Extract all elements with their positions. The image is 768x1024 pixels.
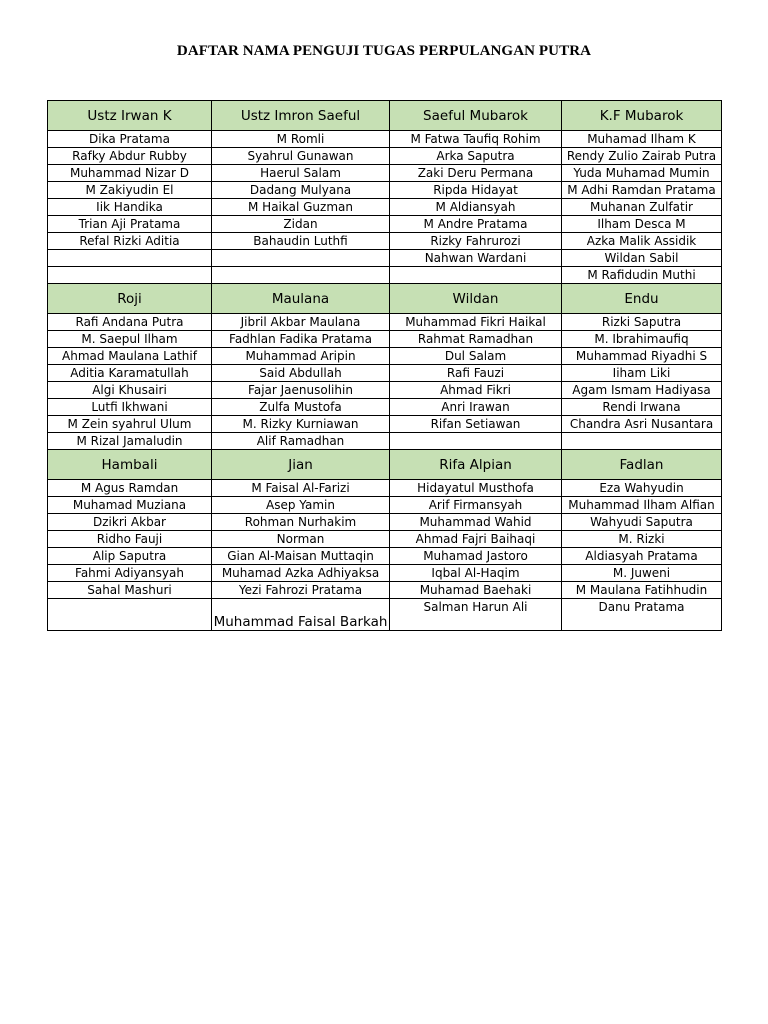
student-name-cell: Muhammad Faisal Barkah bbox=[212, 599, 390, 631]
table-row bbox=[48, 148, 722, 165]
table-row bbox=[48, 514, 722, 531]
student-name-cell: Dika Pratama bbox=[48, 131, 212, 148]
student-name-cell: Alip Saputra bbox=[48, 548, 212, 565]
table-row bbox=[48, 497, 722, 514]
table-row bbox=[48, 348, 722, 365]
table-row bbox=[48, 433, 722, 450]
table-row bbox=[48, 267, 722, 284]
student-name-cell: Azka Malik Assidik bbox=[562, 233, 722, 250]
student-name-cell: Muhammad Fikri Haikal bbox=[390, 314, 562, 331]
table-row bbox=[48, 199, 722, 216]
student-name-cell: Rafky Abdur Rubby bbox=[48, 148, 212, 165]
table-row bbox=[48, 131, 722, 148]
examiner-header-row bbox=[48, 284, 722, 314]
student-name-cell: M. Rizki bbox=[562, 531, 722, 548]
student-name-cell bbox=[390, 267, 562, 284]
student-name-cell: Rahmat Ramadhan bbox=[390, 331, 562, 348]
student-name-cell: Ridho Fauji bbox=[48, 531, 212, 548]
student-name-cell: Yuda Muhamad Mumin bbox=[562, 165, 722, 182]
student-name-cell: Ripda Hidayat bbox=[390, 182, 562, 199]
student-name-cell: Ahmad Maulana Lathif bbox=[48, 348, 212, 365]
student-name-cell: Eza Wahyudin bbox=[562, 480, 722, 497]
student-name-cell: Danu Pratama bbox=[562, 599, 722, 631]
student-name-cell: Rendi Irwana bbox=[562, 399, 722, 416]
table-row bbox=[48, 480, 722, 497]
examiner-name-header: Saeful Mubarok bbox=[390, 101, 562, 131]
student-name-cell: Ilham Desca M bbox=[562, 216, 722, 233]
student-name-cell: Wildan Sabil bbox=[562, 250, 722, 267]
student-name-cell: Muhamad Muziana bbox=[48, 497, 212, 514]
student-name-cell: M Fatwa Taufiq Rohim bbox=[390, 131, 562, 148]
student-name-cell: Muhamad Baehaki bbox=[390, 582, 562, 599]
student-name-cell bbox=[212, 250, 390, 267]
student-name-cell: Nahwan Wardani bbox=[390, 250, 562, 267]
student-name-cell: M. Juweni bbox=[562, 565, 722, 582]
student-name-cell: Ahmad Fajri Baihaqi bbox=[390, 531, 562, 548]
examiner-name-header: Maulana bbox=[212, 284, 390, 314]
student-name-cell: Agam Ismam Hadiyasa bbox=[562, 382, 722, 399]
examiner-header-row bbox=[48, 450, 722, 480]
student-name-cell: M Aldiansyah bbox=[390, 199, 562, 216]
student-name-cell: Aldiasyah Pratama bbox=[562, 548, 722, 565]
student-name-cell: M Adhi Ramdan Pratama bbox=[562, 182, 722, 199]
table-row bbox=[48, 599, 722, 631]
table-row bbox=[48, 165, 722, 182]
student-name-cell: Syahrul Gunawan bbox=[212, 148, 390, 165]
student-name-cell: Sahal Mashuri bbox=[48, 582, 212, 599]
student-name-cell: M Zakiyudin El bbox=[48, 182, 212, 199]
examiner-name-header: Rifa Alpian bbox=[390, 450, 562, 480]
student-name-cell bbox=[562, 433, 722, 450]
examiner-header-row bbox=[48, 101, 722, 131]
student-name-cell: Arif Firmansyah bbox=[390, 497, 562, 514]
student-name-cell bbox=[390, 433, 562, 450]
student-name-cell: M Haikal Guzman bbox=[212, 199, 390, 216]
student-name-cell: Gian Al-Maisan Muttaqin bbox=[212, 548, 390, 565]
student-name-cell: Chandra Asri Nusantara bbox=[562, 416, 722, 433]
table-row bbox=[48, 182, 722, 199]
student-name-cell: M Faisal Al-Farizi bbox=[212, 480, 390, 497]
table-row bbox=[48, 250, 722, 267]
table-row bbox=[48, 365, 722, 382]
table-row bbox=[48, 233, 722, 250]
student-name-cell: Rizki Saputra bbox=[562, 314, 722, 331]
examiner-name-header: Hambali bbox=[48, 450, 212, 480]
student-name-cell: Rafi Fauzi bbox=[390, 365, 562, 382]
student-name-cell: Zulfa Mustofa bbox=[212, 399, 390, 416]
student-name-cell bbox=[48, 267, 212, 284]
student-name-cell: M Romli bbox=[212, 131, 390, 148]
student-name-cell: Muhanan Zulfatir bbox=[562, 199, 722, 216]
student-name-cell: M Maulana Fatihhudin bbox=[562, 582, 722, 599]
table-row bbox=[48, 582, 722, 599]
student-name-cell: Wahyudi Saputra bbox=[562, 514, 722, 531]
student-name-cell: Muhammad Wahid bbox=[390, 514, 562, 531]
table-row bbox=[48, 382, 722, 399]
student-name-cell bbox=[48, 250, 212, 267]
student-name-cell: Trian Aji Pratama bbox=[48, 216, 212, 233]
student-name-cell: Rohman Nurhakim bbox=[212, 514, 390, 531]
student-name-cell: Zidan bbox=[212, 216, 390, 233]
table-row bbox=[48, 548, 722, 565]
student-name-cell: Ahmad Fikri bbox=[390, 382, 562, 399]
student-name-cell: Fahmi Adiyansyah bbox=[48, 565, 212, 582]
student-name-cell: Muhammad Nizar D bbox=[48, 165, 212, 182]
student-name-cell bbox=[48, 599, 212, 631]
student-name-cell: Zaki Deru Permana bbox=[390, 165, 562, 182]
table-row bbox=[48, 399, 722, 416]
examiner-name-header: Fadlan bbox=[562, 450, 722, 480]
student-name-cell: Muhamad Azka Adhiyaksa bbox=[212, 565, 390, 582]
student-name-cell: Muhamad Jastoro bbox=[390, 548, 562, 565]
student-name-cell: M. Saepul Ilham bbox=[48, 331, 212, 348]
student-name-cell: M. Ibrahimaufiq bbox=[562, 331, 722, 348]
student-name-cell: Iiham Liki bbox=[562, 365, 722, 382]
student-name-cell: Dul Salam bbox=[390, 348, 562, 365]
student-name-cell: Yezi Fahrozi Pratama bbox=[212, 582, 390, 599]
examiner-table bbox=[47, 100, 722, 631]
student-name-cell: Alif Ramadhan bbox=[212, 433, 390, 450]
examiner-name-header: Roji bbox=[48, 284, 212, 314]
student-name-cell: Bahaudin Luthfi bbox=[212, 233, 390, 250]
student-name-cell: Muhammad Aripin bbox=[212, 348, 390, 365]
student-name-cell: Rafi Andana Putra bbox=[48, 314, 212, 331]
table-row bbox=[48, 314, 722, 331]
student-name-cell: Salman Harun Ali bbox=[390, 599, 562, 631]
examiner-name-header: K.F Mubarok bbox=[562, 101, 722, 131]
student-name-cell: Muhammad Ilham Alfian bbox=[562, 497, 722, 514]
student-name-cell: Iqbal Al-Haqim bbox=[390, 565, 562, 582]
examiner-name-header: Endu bbox=[562, 284, 722, 314]
student-name-cell: Anri Irawan bbox=[390, 399, 562, 416]
document-title: DAFTAR NAMA PENGUJI TUGAS PERPULANGAN PUTRA bbox=[176, 43, 592, 59]
student-name-cell: Fadhlan Fadika Pratama bbox=[212, 331, 390, 348]
table-row bbox=[48, 216, 722, 233]
student-name-cell: Muhammad Riyadhi S bbox=[562, 348, 722, 365]
student-name-cell: M Rafidudin Muthi bbox=[562, 267, 722, 284]
examiner-name-header: Wildan bbox=[390, 284, 562, 314]
student-name-cell: M. Rizky Kurniawan bbox=[212, 416, 390, 433]
student-name-cell: Arka Saputra bbox=[390, 148, 562, 165]
student-name-cell: Asep Yamin bbox=[212, 497, 390, 514]
student-name-cell: M Agus Ramdan bbox=[48, 480, 212, 497]
student-name-cell: Said Abdullah bbox=[212, 365, 390, 382]
student-name-cell: Fajar Jaenusolihin bbox=[212, 382, 390, 399]
student-name-cell: Norman bbox=[212, 531, 390, 548]
student-name-cell: Dadang Mulyana bbox=[212, 182, 390, 199]
student-name-cell: Rifan Setiawan bbox=[390, 416, 562, 433]
table-row bbox=[48, 565, 722, 582]
student-name-cell: Aditia Karamatullah bbox=[48, 365, 212, 382]
student-name-cell: Iik Handika bbox=[48, 199, 212, 216]
student-name-cell: M Andre Pratama bbox=[390, 216, 562, 233]
student-name-cell: Rendy Zulio Zairab Putra bbox=[562, 148, 722, 165]
student-name-cell bbox=[212, 267, 390, 284]
student-name-cell: Rizky Fahrurozi bbox=[390, 233, 562, 250]
student-name-cell: Algi Khusairi bbox=[48, 382, 212, 399]
student-name-cell: Jibril Akbar Maulana bbox=[212, 314, 390, 331]
student-name-cell: Dzikri Akbar bbox=[48, 514, 212, 531]
table-row bbox=[48, 331, 722, 348]
student-name-cell: Hidayatul Musthofa bbox=[390, 480, 562, 497]
student-name-cell: M Rizal Jamaludin bbox=[48, 433, 212, 450]
student-name-cell: Haerul Salam bbox=[212, 165, 390, 182]
examiner-name-header: Ustz Irwan K bbox=[48, 101, 212, 131]
table-row bbox=[48, 416, 722, 433]
examiner-name-header: Jian bbox=[212, 450, 390, 480]
student-name-cell: Lutfi Ikhwani bbox=[48, 399, 212, 416]
student-name-cell: M Zein syahrul Ulum bbox=[48, 416, 212, 433]
examiner-name-header: Ustz Imron Saeful bbox=[212, 101, 390, 131]
table-row bbox=[48, 531, 722, 548]
student-name-cell: Refal Rizki Aditia bbox=[48, 233, 212, 250]
student-name-cell: Muhamad Ilham K bbox=[562, 131, 722, 148]
